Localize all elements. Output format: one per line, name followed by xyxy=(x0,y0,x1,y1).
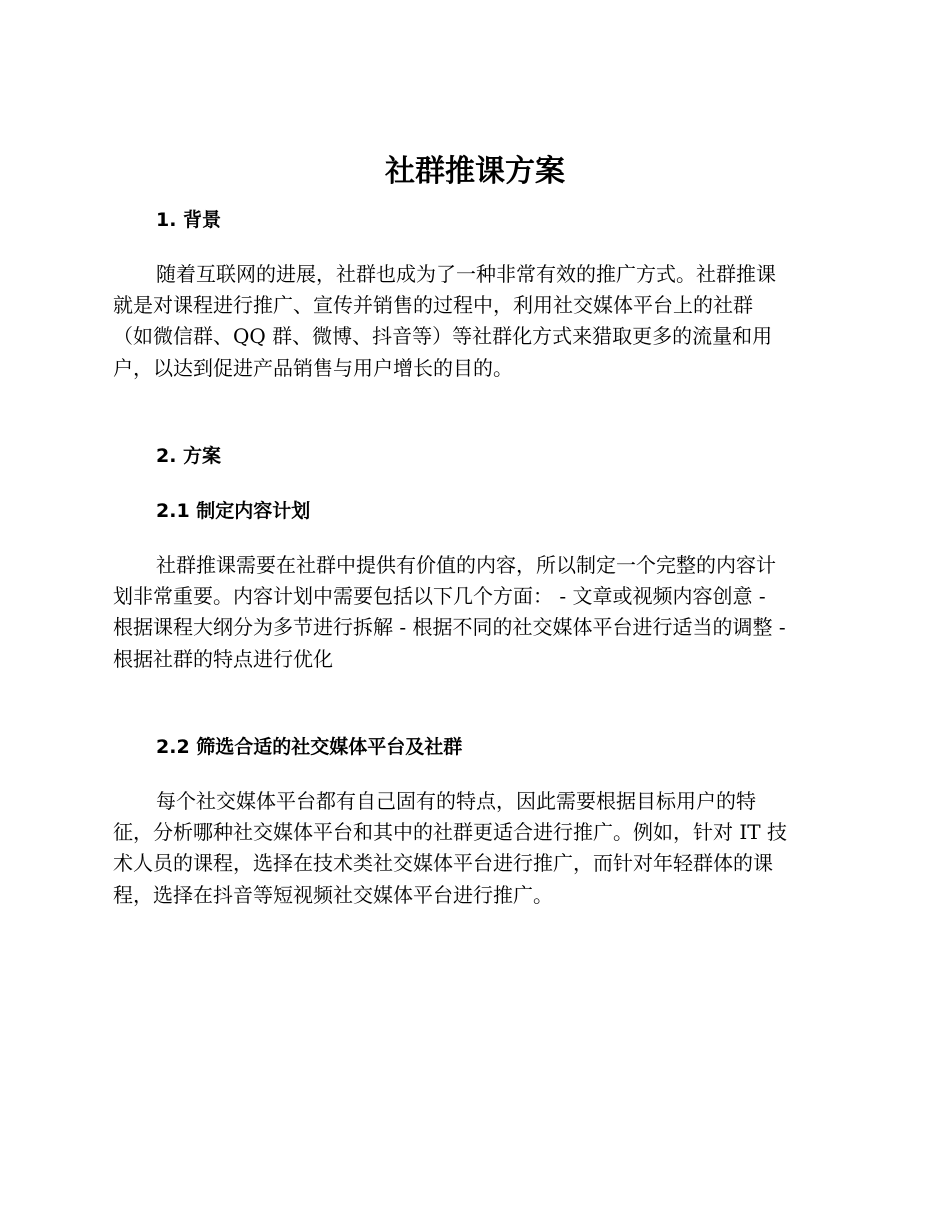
paragraph-platform-selection xyxy=(113,786,843,911)
section-heading-content-plan: 2.1 制定内容计划 xyxy=(156,500,311,522)
paragraph-line: 就是对课程进行推广、宣传并销售的过程中，利用社交媒体平台上的社群 xyxy=(113,293,753,318)
section-heading-plan: 2. 方案 xyxy=(156,445,222,467)
document-title: 社群推课方案 xyxy=(385,154,565,189)
paragraph-background xyxy=(113,259,843,384)
paragraph-line: 根据课程大纲分为多节进行拆解 - 根据不同的社交媒体平台进行适当的调整 - xyxy=(113,615,786,640)
paragraph-line: （如微信群、QQ 群、微博、抖音等）等社群化方式来猎取更多的流量和用 xyxy=(113,324,773,349)
paragraph-line: 征，分析哪种社交媒体平台和其中的社群更适合进行推广。例如，针对 IT 技 xyxy=(113,820,787,845)
paragraph-line: 程，选择在抖音等短视频社交媒体平台进行推广。 xyxy=(113,882,553,907)
paragraph-line: 每个社交媒体平台都有自己固有的特点，因此需要根据目标用户的特 xyxy=(156,789,756,813)
paragraph-line: 根据社群的特点进行优化 xyxy=(113,646,333,671)
paragraph-line: 社群推课需要在社群中提供有价值的内容，所以制定一个完整的内容计 xyxy=(156,553,776,577)
paragraph-content-plan xyxy=(113,550,843,675)
paragraph-line: 术人员的课程，选择在技术类社交媒体平台进行推广，而针对年轻群体的课 xyxy=(113,851,773,876)
paragraph-line: 户，以达到促进产品销售与用户增长的目的。 xyxy=(113,355,513,380)
paragraph-line: 随着互联网的进展，社群也成为了一种非常有效的推广方式。社群推课 xyxy=(156,262,776,286)
section-heading-platform-selection: 2.2 筛选合适的社交媒体平台及社群 xyxy=(156,736,463,758)
paragraph-line: 划非常重要。内容计划中需要包括以下几个方面： - 文章或视频内容创意 - xyxy=(113,584,766,609)
section-heading-background: 1. 背景 xyxy=(156,209,222,231)
